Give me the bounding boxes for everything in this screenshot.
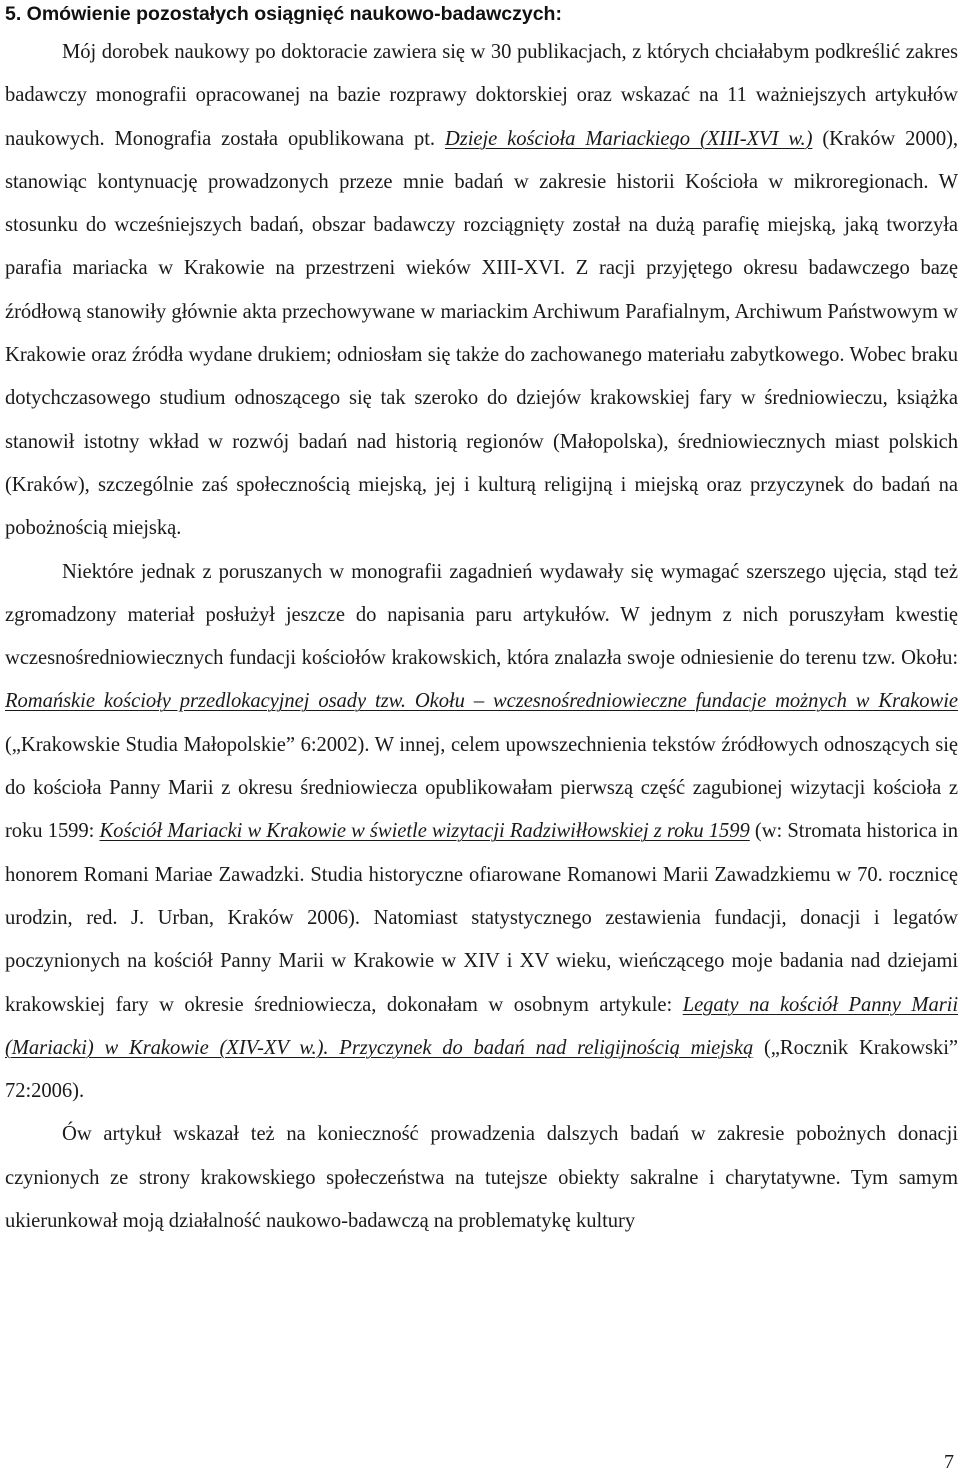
paragraph1-text-2: (Kraków 2000), stanowiąc kontynuację prowadzonych przeze mnie badań w zakresie historii Kościoła w mikroregionach. W stosunku do wcześniejszych badań, obszar badawczy rozciągnięty został na dużą parafię miejską, jaką tworzyła parafia mariacka w Krakowie na przestrzeni wieków XIII-XVI. Z racji przyjętego okresu badawczego bazę źródłową stanowiły głównie akta przechowywane w mariackim Archiwum Parafialnym, Archiwum Państwowym w Krakowie oraz źródła wydane drukiem; odniosłam się także do zachowanego materiału zabytkowego. Wobec braku dotychczasowego studium odnoszącego się tak szeroko do dziejów krakowskiej fary w średniowieczu, książka stanowił istotny wkład w rozwój badań nad historią regionów (Małopolska), średniowiecznych miast polskich (Kraków), szczególnie zaś społecznością miejską, jej i kulturą religijną i miejską oraz przyczynek do badań na pobożnością miejską. (5, 127, 959, 540)
paragraph1-text-1: Mój dorobek naukowy po doktoracie zawiera się w 30 publikacjach, z których chciałabym podkreślić zakres badawczy monografii opracowanej na bazie rozprawy doktorskiej oraz wskazać na 11 ważniejszych artykułów naukowych. Monografia została opublikowana pt. (5, 41, 958, 150)
article-title-wizytacja: Kościół Mariacki w Krakowie w świetle wizytacji Radziwiłłowskiej z roku 1599 (99, 820, 750, 843)
paragraph2-text-4: („Rocznik Krakowski” 72:2006). (5, 1036, 958, 1103)
section-heading: 5. Omówienie pozostałych osiągnięć naukowo-badawczych: (5, 3, 562, 25)
paragraph2-text-1: Niektóre jednak z poruszanych w monografii zagadnień wydawały się wymagać szerszego ujęcia, stąd też zgromadzony materiał posłużył jeszcze do napisania paru artykułów. W jednym z nich poruszyłam kwestię wczesnośredniowiecznych fundacji kościołów krakowskich, która znalazła swoje odniesienie do terenu tzw. Okołu: (5, 560, 958, 670)
document-page (5, 0, 958, 1243)
article-title-legaty: Legaty na kościół Panny Marii (Mariacki) w Krakowie (XIV-XV w.). Przyczynek do badań nad religijnością miejską (5, 993, 959, 1059)
paragraph-monograph (5, 31, 958, 551)
page-number: 7 (944, 1451, 954, 1473)
monograph-title: Dzieje kościoła Mariackiego (XIII-XVI w.) (444, 127, 813, 150)
paragraph-articles (5, 551, 958, 1114)
paragraph2-text-2: („Krakowskie Studia Małopolskie” 6:2002). W innej, celem upowszechnienia tekstów źródłowych odnoszących się do kościoła Panny Marii z okresu średniowiecza opublikowałam pierwszą część zagubionej wizytacji kościoła z roku 1599: (5, 733, 958, 843)
paragraph-conclusion (5, 1113, 958, 1243)
paragraph3-text-1: Ów artykuł wskazał też na konieczność prowadzenia dalszych badań w zakresie pobożnych donacji czynionych ze strony krakowskiego społeczeństwa na tutejsze obiekty sakralne i charytatywne. Tym samym ukierunkował moją działalność naukowo-badawczą na problematykę kultury (5, 1123, 958, 1233)
article-title-romanskie: Romańskie kościoły przedlokacyjnej osady tzw. Okołu – wczesnośredniowieczne fundacje możnych w Krakowie (5, 690, 958, 713)
paragraph2-text-3: (w: Stromata historica in honorem Romani Mariae Zawadzki. Studia historyczne ofiarowane Romanowi Marii Zawadzkiemu w 70. rocznicę urodzin, red. J. Urban, Kraków 2006). Natomiast statystycznego zestawienia fundacji, donacji i legatów poczynionych na kościół Panny Marii w Krakowie w XIV i XV wieku, wieńczącego moje badania nad dziejami krakowskiej fary w okresie średniowiecza, dokonałam w osobnym artykule: (5, 820, 958, 1016)
